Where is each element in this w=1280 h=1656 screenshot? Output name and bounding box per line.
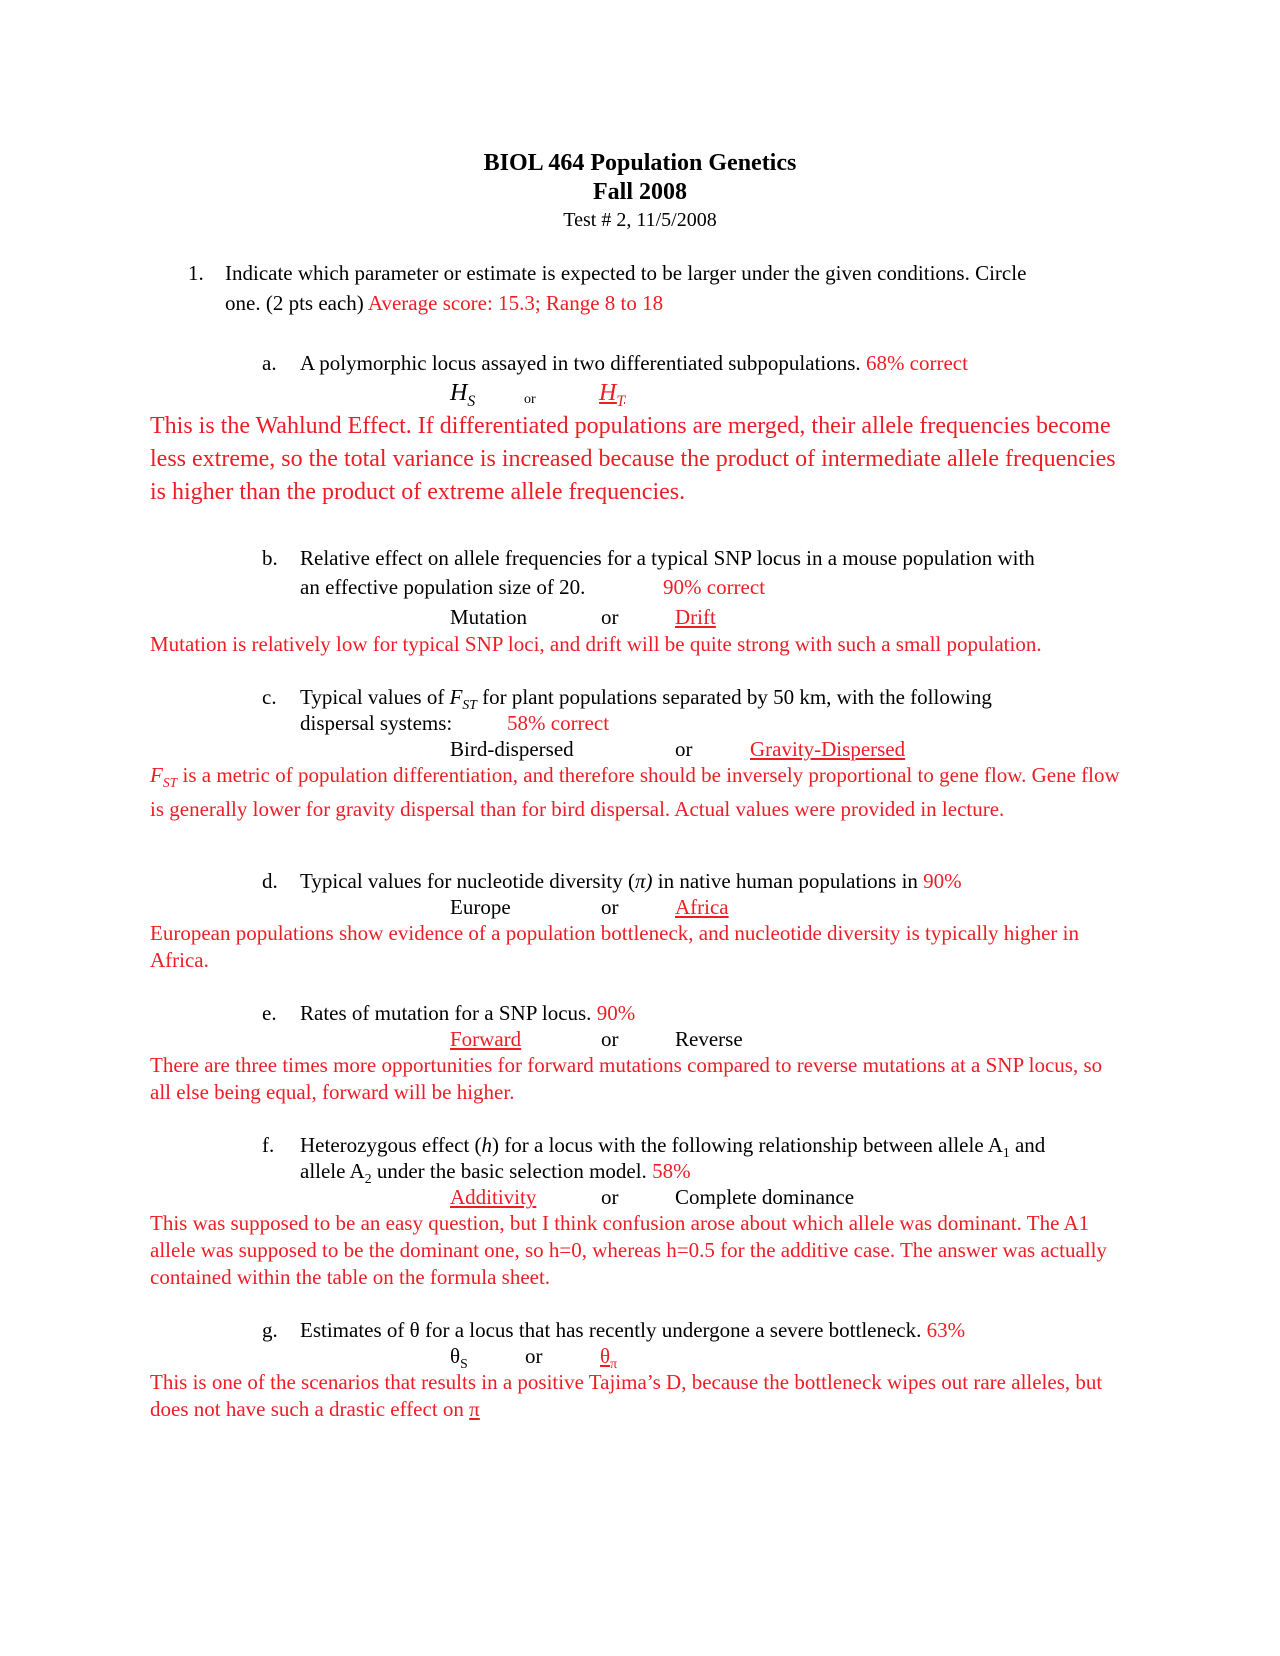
- item-c-option-gravity[interactable]: Gravity-Dispersed: [750, 737, 906, 761]
- test-subtitle: Test # 2, 11/5/2008: [563, 209, 717, 231]
- item-g-option-theta-s[interactable]: $\theta_S$: [450, 1344, 468, 1372]
- item-g-or: or: [525, 1344, 543, 1368]
- question-prompt-line2: one. (2 pts each) Average score: 15.3; Range 8 to 18: [225, 291, 664, 315]
- item-b-option-mutation[interactable]: Mutation: [450, 605, 527, 629]
- item-a-option-ht[interactable]: $H_T$: [599, 380, 626, 410]
- item-a-letter: a.: [262, 351, 277, 375]
- item-a-text: A polymorphic locus assayed in two differentiated subpopulations. 68% correct: [300, 351, 968, 375]
- item-f-explanation: This was supposed to be an easy question, but I think confusion arose about which allele was dominant. The A1 allele was supposed to be the dominant one, so h=0, whereas h=0.5 for the additive case. The answer was actually contained within the table on the formula sheet.: [150, 1211, 1107, 1289]
- item-c-explanation: $F_{ST}$ is a metric of population differentiation, and therefore should be inversely proportional to gene flow. Gene flow is generally lower for gravity dispersal than for bird dispersal. Actual values were provided in lecture.: [150, 763, 1120, 822]
- item-a-or: or: [524, 392, 536, 407]
- item-d-letter: d.: [262, 869, 278, 893]
- item-a-option-hs[interactable]: $H_S$: [450, 380, 476, 410]
- item-e-text: Rates of mutation for a SNP locus. 90%: [300, 1001, 636, 1025]
- item-b-explanation: Mutation is relatively low for typical SNP loci, and drift will be quite strong with such a small population.: [150, 632, 1042, 656]
- item-d-explanation: European populations show evidence of a population bottleneck, and nucleotide diversity is typically higher in Africa.: [150, 921, 1080, 972]
- item-d-option-europe[interactable]: Europe: [450, 895, 511, 919]
- item-f-option-additivity[interactable]: Additivity: [450, 1185, 537, 1209]
- item-e-percent: 90%: [596, 1001, 636, 1025]
- item-e-option-forward[interactable]: Forward: [450, 1027, 522, 1051]
- item-e-option-reverse[interactable]: Reverse: [675, 1027, 743, 1051]
- item-b-line2: an effective population size of 20.: [300, 575, 586, 599]
- item-d-text: Typical values for nucleotide diversity (π) in native human populations in 90%: [300, 869, 962, 893]
- item-g-percent: 63%: [926, 1318, 966, 1342]
- item-f-percent: 58%: [652, 1159, 691, 1183]
- item-b-line1: Relative effect on allele frequencies for a typical SNP locus in a mouse population with: [300, 546, 1035, 570]
- item-c-option-bird[interactable]: Bird-dispersed: [450, 737, 574, 761]
- item-c-or: or: [675, 737, 693, 761]
- item-c-letter: c.: [262, 685, 277, 709]
- item-c-line2: dispersal systems:: [300, 711, 453, 735]
- item-g-pi-symbol: π: [469, 1397, 480, 1421]
- item-b-percent: 90% correct: [663, 575, 766, 599]
- item-e-letter: e.: [262, 1001, 277, 1025]
- item-a-percent: 68% correct: [865, 351, 968, 375]
- average-score: Average score: 15.3; Range 8 to 18: [367, 291, 664, 315]
- item-b-letter: b.: [262, 546, 278, 570]
- item-f-line1: Heterozygous effect (h) for a locus with the following relationship between allele $A_1$ and: [300, 1133, 1046, 1161]
- item-c-percent: 58% correct: [507, 711, 610, 735]
- item-d-percent: 90%: [923, 869, 962, 893]
- item-f-option-complete-dominance[interactable]: Complete dominance: [675, 1185, 855, 1209]
- item-f-line2: allele $A_2$ under the basic selection model. 58%: [300, 1159, 691, 1187]
- term-title: Fall 2008: [593, 179, 687, 205]
- item-g-text: Estimates of θ for a locus that has recently undergone a severe bottleneck. 63%: [300, 1318, 966, 1342]
- item-b-option-drift[interactable]: Drift: [675, 605, 716, 629]
- item-a-explanation: This is the Wahlund Effect. If differentiated populations are merged, their allele frequencies become less extreme, so the total variance is increased because the product of intermediate allele frequencies is higher than the product of extreme allele frequencies.: [150, 413, 1116, 505]
- item-b-or: or: [601, 605, 619, 629]
- item-d-option-africa[interactable]: Africa: [675, 895, 729, 919]
- item-e-or: or: [601, 1027, 619, 1051]
- course-title: BIOL 464 Population Genetics: [483, 150, 797, 176]
- item-d-or: or: [601, 895, 619, 919]
- item-c-line1: Typical values of $F_{ST}$ for plant populations separated by 50 km, with the following: [300, 685, 992, 713]
- item-f-letter: f.: [262, 1133, 275, 1157]
- item-g-explanation: This is one of the scenarios that results in a positive Tajima’s D, because the bottleneck wipes out rare alleles, but does not have such a drastic effect on π: [150, 1370, 1103, 1421]
- item-f-or: or: [601, 1185, 619, 1209]
- item-e-explanation: There are three times more opportunities for forward mutations compared to reverse mutations at a SNP locus, so all else being equal, forward will be higher.: [150, 1053, 1103, 1104]
- item-g-option-theta-pi[interactable]: $\theta_\pi$: [600, 1344, 617, 1372]
- item-g-letter: g.: [262, 1318, 278, 1342]
- question-number: 1.: [188, 261, 204, 285]
- question-prompt-line1: Indicate which parameter or estimate is expected to be larger under the given conditions. Circle: [225, 261, 1027, 285]
